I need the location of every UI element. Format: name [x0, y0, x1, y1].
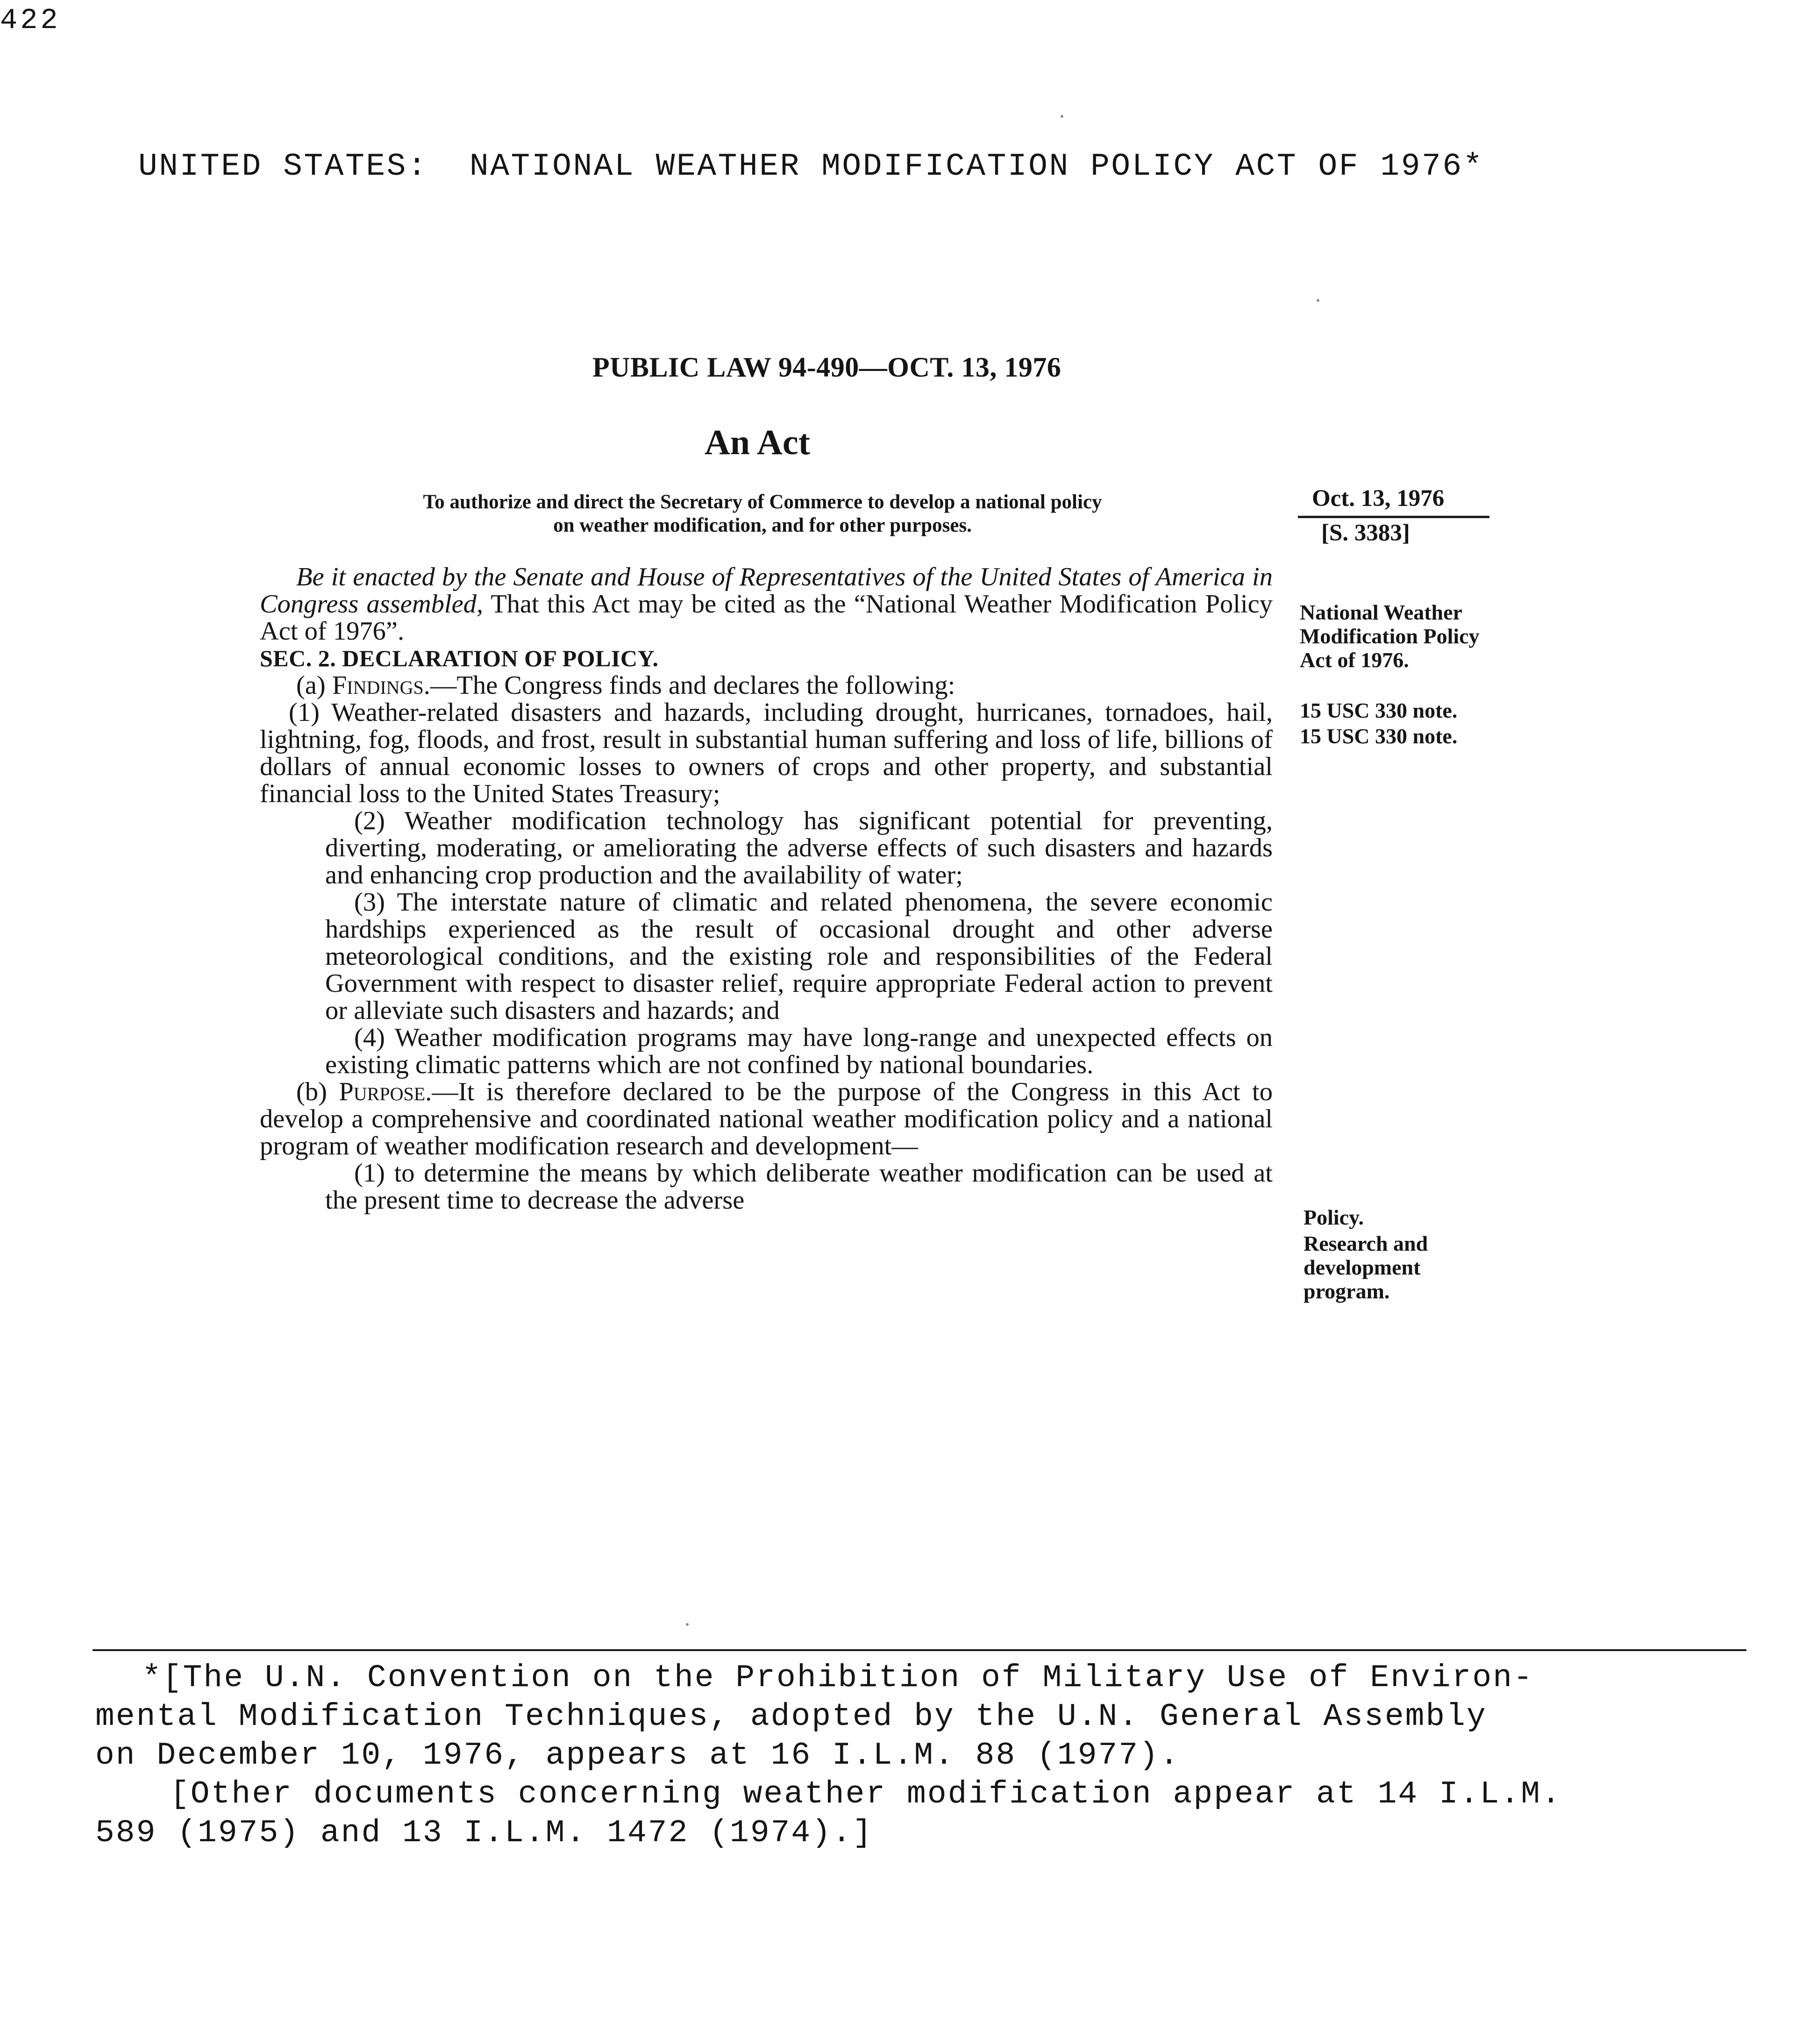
- footnote-line-1: *[The U.N. Convention on the Prohibition of Military Use of Environ-: [142, 1660, 1534, 1696]
- enacting-clause-rest: That this Act may be cited as the “National Weather Modification Policy Act of 1976”.: [260, 590, 1273, 646]
- page-number: 422: [0, 4, 61, 37]
- scan-speck: [1317, 299, 1319, 302]
- enacting-clause-italic: Be it enacted by the Senate and House of Representatives of the United States of America in Congress assembled,: [260, 563, 1273, 619]
- margin-note-short-title: National Weather Modification Policy Act of 1976.: [1300, 600, 1480, 672]
- margin-note-policy: Policy.: [1304, 1205, 1364, 1229]
- finding-3: (3) The interstate nature of climatic and related phenomena, the severe economic hardships experienced as the result of occasional drought and other adverse meteorological conditions, and the existing role and responsibilities of the Federal Government with respect to disaster relief, require appropriate Federal action to prevent or alleviate such disasters and hazards; and: [325, 888, 1273, 1025]
- footnote-line-4: [Other documents concerning weather modification appear at 14 I.L.M.: [170, 1776, 1562, 1812]
- approval-date: Oct. 13, 1976: [1312, 485, 1445, 512]
- footnote-line-2: mental Modification Techniques, adopted by the U.N. General Assembly: [95, 1699, 1487, 1735]
- document-title: UNITED STATES: NATIONAL WEATHER MODIFICATION POLICY ACT OF 1976*: [138, 149, 1484, 185]
- footnote: [95, 1659, 1795, 1852]
- purpose-summary-line-1: To authorize and direct the Secretary of Commerce to develop a national policy: [423, 491, 1102, 513]
- scan-speck: [686, 1623, 689, 1626]
- findings-label: (a): [296, 671, 332, 700]
- scan-speck: [1061, 115, 1063, 118]
- public-law-header: PUBLIC LAW 94-490—OCT. 13, 1976: [592, 352, 1061, 383]
- section-heading: SEC. 2. DECLARATION OF POLICY.: [260, 645, 659, 671]
- purpose-label: (b): [296, 1077, 339, 1106]
- purpose-summary-line-2: on weather modification, and for other purposes.: [553, 514, 972, 536]
- findings-paragraph: [260, 672, 1273, 699]
- bill-number: [S. 3383]: [1321, 520, 1410, 546]
- finding-2: (2) Weather modification technology has significant potential for preventing, diverting, moderating, or ameliorating the adverse effects of such disasters and hazards and enhancing crop production and the availability of water;: [325, 806, 1273, 890]
- findings-caps: Findings: [332, 671, 424, 700]
- enacting-clause: [260, 563, 1273, 645]
- purpose-paragraph: [260, 1078, 1273, 1160]
- finding-1: (1) Weather-related disasters and hazards, including drought, hurricanes, tornadoes, hail, lightning, fog, floods, and frost, result in substantial human suffering and loss of life, billions of dollars of annual economic losses to owners of crops and other property, and substantial financial loss to the United States Treasury;: [260, 698, 1273, 808]
- purpose-caps: Purpose: [339, 1077, 426, 1106]
- act-heading: An Act: [705, 423, 810, 462]
- margin-note-usc-2: 15 USC 330 note.: [1300, 724, 1458, 748]
- finding-4: (4) Weather modification programs may have long-range and unexpected effects on existing climatic patterns which are not confined by national boundaries.: [325, 1023, 1273, 1079]
- purpose-item-1: (1) to determine the means by which deliberate weather modification can be used at the present time to decrease the adverse: [325, 1159, 1273, 1215]
- purpose-text: .—It is therefore declared to be the purpose of the Congress in this Act to develop a comprehensive and coordinated national weather modification policy and a national program of weather modification research and development—: [260, 1077, 1273, 1161]
- date-divider: [1298, 516, 1489, 518]
- footnote-line-5: 589 (1975) and 13 I.L.M. 1472 (1974).]: [95, 1815, 873, 1851]
- margin-note-program: Research and development program.: [1304, 1232, 1428, 1303]
- footnote-line-3: on December 10, 1976, appears at 16 I.L.M. 88 (1977).: [95, 1738, 1180, 1773]
- margin-note-usc-1: 15 USC 330 note.: [1300, 698, 1458, 722]
- findings-text: .—The Congress finds and declares the following:: [423, 671, 955, 700]
- act-purpose-summary: [258, 491, 1267, 537]
- footnote-divider: [93, 1649, 1746, 1651]
- act-body: [260, 563, 1273, 1214]
